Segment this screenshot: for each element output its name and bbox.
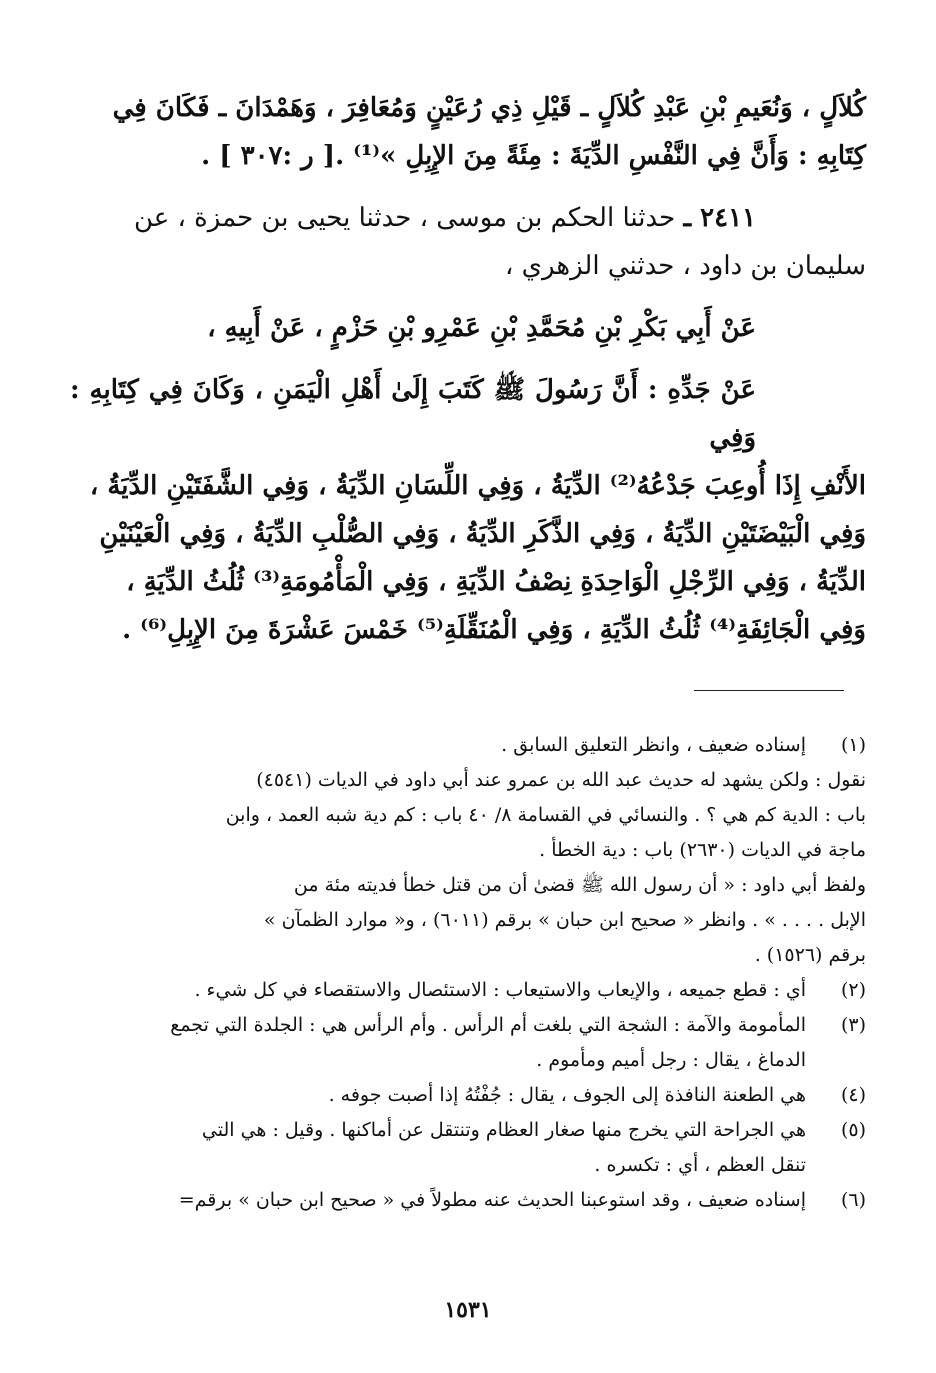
footnote-line: إسناده ضعيف ، وقد استوعبنا الحديث عنه مطولاً في « صحيح ابن حبان » برقم= bbox=[178, 1189, 806, 1211]
paragraph-continuation bbox=[70, 84, 866, 180]
text-line: كُلاَلٍ ، وَنُعَيمِ بْنِ عَبْدِ كُلاَلٍ ـ قَيْلِ ذِي رُعَيْنٍ وَمُعَافِرَ ، وَهَمْدَانَ ـ فَكَانَ فِي bbox=[112, 93, 866, 123]
footnote-line: الإبل . . . . » . وانظر « صحيح ابن حبان » برقم (٦٠١١) ، و« موارد الظمآن » bbox=[263, 909, 866, 931]
footnote-number: (٦) bbox=[840, 1189, 866, 1211]
text-line: عَنْ جَدِّهِ : أَنَّ رَسُولَ ﷺ كَتَبَ إِلَىٰ أَهْلِ الْيَمَنِ ، وَكَانَ فِي كِتَابِهِ : وَفِي bbox=[70, 375, 756, 453]
text-line: كِتَابِهِ : وَأَنَّ فِي النَّفْسِ الدِّيَةَ : مِئَةً مِنَ الإِبِلِ »⁽¹⁾ .[ ر :٣٠٧ ] . bbox=[201, 141, 866, 171]
footnote-separator bbox=[694, 690, 844, 691]
footnote-body bbox=[70, 1078, 806, 1113]
text-line: الدِّيَةُ ، وَفِي الرِّجْلِ الْوَاحِدَةِ نِصْفُ الدِّيَةِ ، وَفِي الْمَأْمُومَةِ⁽³⁾ ثُلُثُ الدِّيَةِ ، bbox=[126, 567, 866, 597]
footnote-line: هي الطعنة النافذة إلى الجوف ، يقال : جُفْتُهُ إذا أصبت جوفه . bbox=[328, 1084, 806, 1106]
footnote-line: أي : قطع جميعه ، والإيعاب والاستيعاب : الاستئصال والاستقصاء في كل شيء . bbox=[194, 979, 806, 1001]
footnote-line: هي الجراحة التي يخرج منها صغار العظام وتنتقل عن أماكنها . وقيل : هي التي bbox=[201, 1119, 806, 1141]
footnote-line: الدماغ ، يقال : رجل أميم ومأموم . bbox=[536, 1049, 806, 1071]
footnote-body bbox=[70, 1008, 806, 1078]
text-line: وَفِي الْبَيْضَتَيْنِ الدِّيَةُ ، وَفِي الذَّكَرِ الدِّيَةُ ، وَفِي الصُّلْبِ الدِّيَةُ ، وَفِي الْعَيْنَيْنِ bbox=[99, 519, 866, 549]
hadith-number: ٢٤١١ ـ bbox=[683, 203, 756, 233]
footnote-number: (٥) bbox=[840, 1119, 866, 1141]
text-line bbox=[70, 194, 866, 242]
text-line: الأَنْفِ إِذَا أُوعِبَ جَدْعُهُ⁽²⁾ الدِّيَةُ ، وَفِي اللِّسَانِ الدِّيَةُ ، وَفِي الشَّفَتَيْنِ الدِّيَةُ ، bbox=[89, 471, 866, 501]
footnote-body bbox=[70, 973, 806, 1008]
footnote-2 bbox=[70, 973, 866, 1008]
text-line: عَنْ أَبِي بَكْرِ بْنِ مُحَمَّدِ بْنِ عَمْرِو بْنِ حَزْمٍ ، عَنْ أَبِيهِ ، bbox=[207, 313, 756, 343]
footnote-number: (٢) bbox=[840, 979, 866, 1001]
footnote-line: المأمومة والآمة : الشجة التي بلغت أم الرأس . وأم الرأس هي : الجلدة التي تجمع bbox=[170, 1014, 806, 1036]
hadith-isnad bbox=[70, 194, 866, 290]
footnote-line: ماجة في الديات (٢٦٣٠) باب : دية الخطأ . bbox=[539, 839, 866, 861]
isnad-text: حدثنا الحكم بن موسى ، حدثنا يحيى بن حمزة ، عن bbox=[133, 203, 676, 233]
footnotes bbox=[70, 728, 866, 1218]
footnote-number: (١) bbox=[840, 734, 866, 756]
footnote-1 bbox=[70, 728, 866, 973]
footnote-line: نقول : ولكن يشهد له حديث عبد الله بن عمرو عند أبي داود في الديات (٤٥٤١) bbox=[256, 769, 866, 791]
footnote-6 bbox=[70, 1183, 866, 1218]
footnote-number: (٤) bbox=[840, 1084, 866, 1106]
footnote-line: ولفظ أبي داود : « أن رسول الله ﷺ قضىٰ أن من قتل خطأ فديته مئة من bbox=[293, 874, 866, 896]
hadith-chain bbox=[70, 304, 866, 352]
hadith-matn bbox=[70, 366, 866, 654]
footnote-line: إسناده ضعيف ، وانظر التعليق السابق . bbox=[501, 734, 806, 756]
main-text bbox=[70, 84, 866, 654]
page-number: ١٥٣١ bbox=[444, 1297, 492, 1323]
text-line: وَفِي الْجَائِفَةِ⁽⁴⁾ ثُلُثُ الدِّيَةِ ، وَفِي الْمُنَقِّلَةِ⁽⁵⁾ خَمْسَ عَشْرَةَ مِنَ الإِبِلِ⁽⁶⁾ . bbox=[122, 615, 866, 645]
footnote-5 bbox=[70, 1113, 866, 1183]
footnote-line: برقم (١٥٢٦) . bbox=[754, 944, 866, 966]
footnote-line: باب : الدية كم هي ؟ . والنسائي في القسامة ٨/ ٤٠ باب : كم دية شبه العمد ، وابن bbox=[225, 804, 866, 826]
footnote-3 bbox=[70, 1008, 866, 1078]
footnote-4 bbox=[70, 1078, 866, 1113]
footnote-line: تنقل العظم ، أي : تكسره . bbox=[594, 1154, 806, 1176]
footnote-body bbox=[70, 1183, 806, 1218]
footnote-body bbox=[70, 1113, 806, 1183]
footnote-number: (٣) bbox=[840, 1014, 866, 1036]
text-line: سليمان بن داود ، حدثني الزهري ، bbox=[505, 251, 866, 281]
footnote-body bbox=[70, 728, 866, 973]
